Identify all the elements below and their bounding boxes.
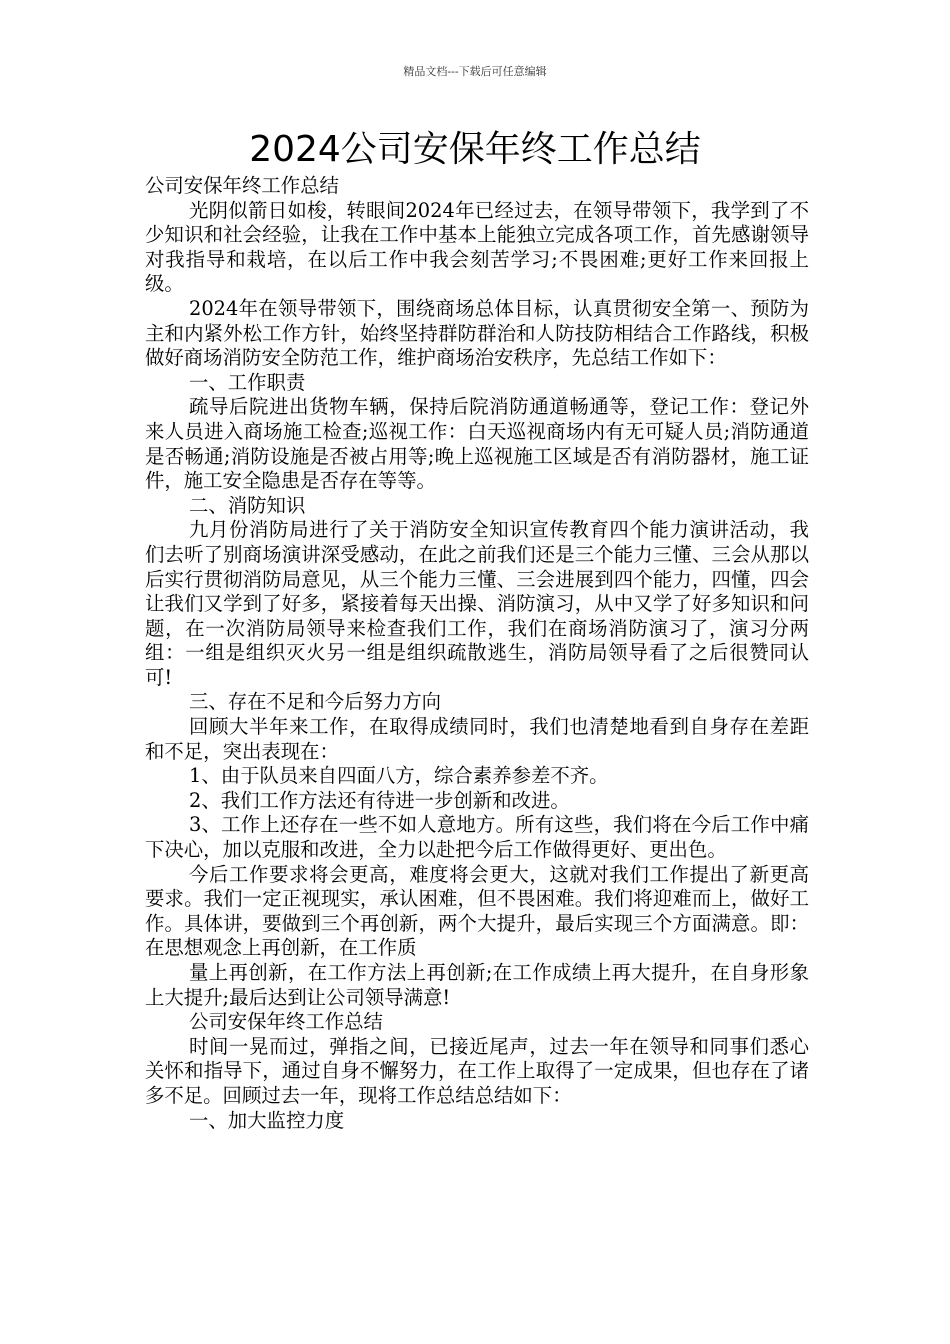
subtitle-paragraph: 公司安保年终工作总结 bbox=[145, 174, 339, 197]
future-paragraph: 今后工作要求将会更高，难度将会更大，这就对我们工作提出了新更高要求。我们一定正视现实，承认困难，但不畏困难。我们将迎难而上，做好工作。具体讲，要做到三个再创新，两个大提升，最后实现三个方面满意。即：在思想观念上再创新，在工作质 bbox=[145, 862, 809, 960]
section-heading-shortcomings: 三、存在不足和今后努力方向 bbox=[189, 690, 442, 714]
second-subtitle: 公司安保年终工作总结 bbox=[189, 1010, 383, 1034]
list-item-1: 1、由于队员来自四面八方，综合素养参差不齐。 bbox=[189, 764, 609, 788]
section-heading-monitoring: 一、加大监控力度 bbox=[189, 1108, 345, 1132]
future-continued-paragraph: 量上再创新，在工作方法上再创新;在工作成绩上再大提升，在自身形象上大提升;最后达到让公司领导满意! bbox=[145, 961, 809, 1009]
document-body bbox=[145, 174, 809, 1133]
fire-knowledge-paragraph: 九月份消防局进行了关于消防安全知识宣传教育四个能力演讲活动，我们去听了别商场演讲深受感动，在此之前我们还是三个能力三懂、三会从那以后实行贯彻消防局意见，从三个能力三懂、三会进展到四个能力，四懂，四会让我们又学到了好多，紧接着每天出操、消防演习，从中又学了好多知识和问题，在一次消防局领导来检查我们工作，我们在商场消防演习了，演习分两组：一组是组织灭火另一组是组织疏散逃生，消防局领导看了之后很赞同认可! bbox=[145, 518, 809, 689]
document-title: 2024公司安保年终工作总结 bbox=[249, 129, 701, 170]
list-item-2: 2、我们工作方法还有待进一步创新和改进。 bbox=[189, 788, 570, 812]
duties-paragraph: 疏导后院进出货物车辆，保持后院消防通道畅通等，登记工作：登记外来人员进入商场施工检查;巡视工作：白天巡视商场内有无可疑人员;消防通道是否畅通;消防设施是否被占用等;晚上巡视施工区域是否有消防器材，施工证件，施工安全隐患是否存在等等。 bbox=[145, 395, 809, 493]
section-heading-duties: 一、工作职责 bbox=[189, 370, 306, 394]
section-heading-fire-knowledge: 二、消防知识 bbox=[189, 493, 306, 517]
second-intro-paragraph: 时间一晃而过，弹指之间，已接近尾声，过去一年在领导和同事们悉心关怀和指导下，通过自身不懈努力，在工作上取得了一定成果，但也存在了诸多不足。回顾过去一年，现将工作总结总结如下： bbox=[145, 1034, 809, 1107]
header-note: 精品文档---下载后可任意编辑 bbox=[403, 65, 547, 78]
list-item-3: 3、工作上还存在一些不如人意地方。所有这些，我们将在今后工作中痛下决心，加以克服和改进，全力以赴把今后工作做得更好、更出色。 bbox=[145, 813, 809, 862]
intro-paragraph: 光阴似箭日如梭，转眼间2024年已经过去，在领导带领下，我学到了不少知识和社会经验，让我在工作中基本上能独立完成各项工作，首先感谢领导对我指导和栽培，在以后工作中我会刻苦学习;不畏困难;更好工作来回报上级。 bbox=[145, 198, 809, 296]
review-paragraph: 回顾大半年来工作，在取得成绩同时，我们也清楚地看到自身存在差距和不足，突出表现在： bbox=[145, 715, 809, 763]
overview-paragraph: 2024年在领导带领下，围绕商场总体目标，认真贯彻安全第一、预防为主和内紧外松工作方针，始终坚持群防群治和人防技防相结合工作路线，积极做好商场消防安全防范工作，维护商场治安秩序，先总结工作如下： bbox=[145, 296, 809, 370]
